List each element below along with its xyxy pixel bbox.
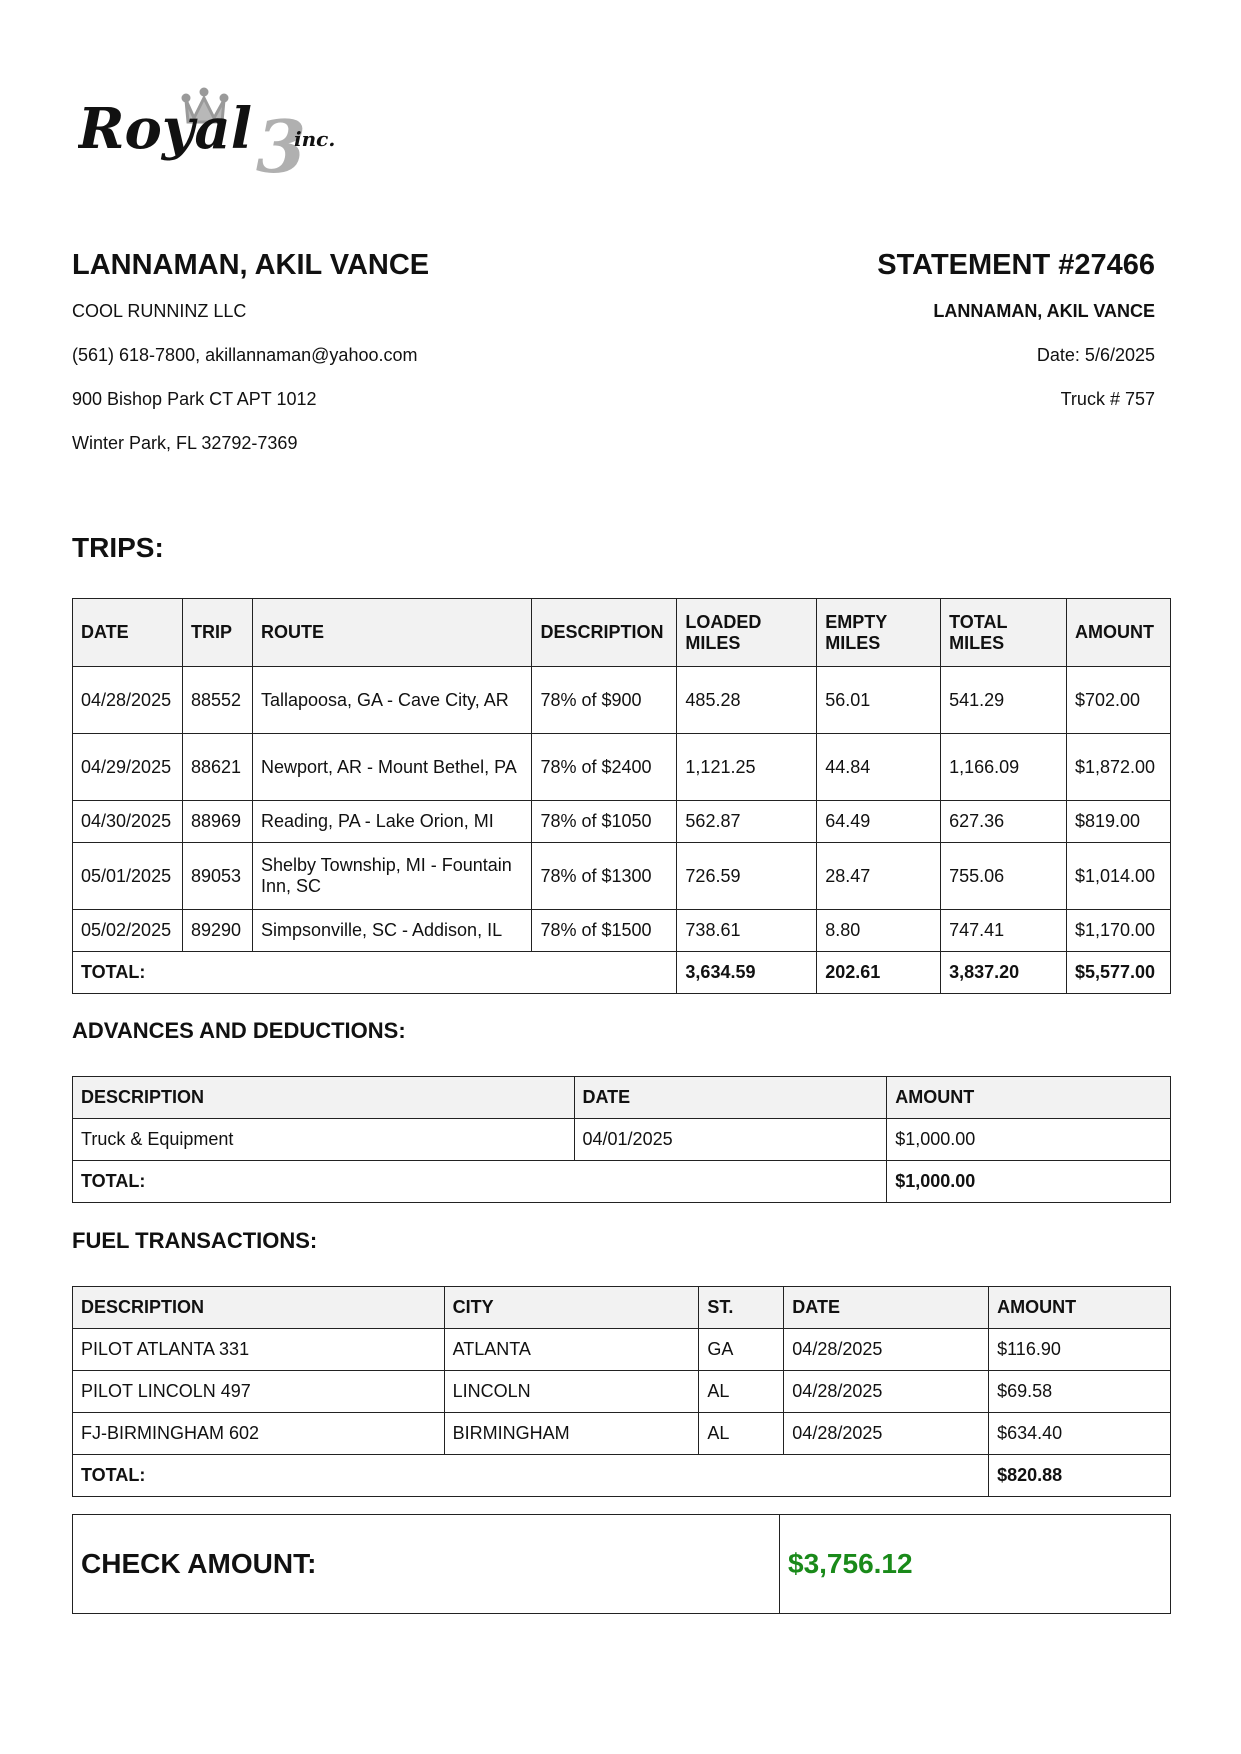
trip-number: 88621 (182, 734, 252, 801)
fuel-table (72, 1286, 1171, 1497)
logo-wordmark: Royal (78, 96, 252, 162)
trips-col-empty-miles: EMPTY MILES (817, 599, 941, 667)
trip-total-miles: 755.06 (941, 843, 1067, 910)
royal3-logo (78, 78, 388, 188)
table-row (73, 1371, 1171, 1413)
statement-truck: Truck # 757 (1060, 389, 1155, 409)
trip-description: 78% of $1300 (532, 843, 677, 910)
statement-date: Date: 5/6/2025 (1036, 345, 1155, 365)
fuel-city: BIRMINGHAM (444, 1413, 699, 1455)
trip-total-miles: 747.41 (941, 910, 1067, 952)
fuel-col-state: ST. (699, 1287, 784, 1329)
fuel-description: PILOT LINCOLN 497 (73, 1371, 445, 1413)
trip-number: 88969 (182, 801, 252, 843)
trip-date: 05/01/2025 (73, 843, 183, 910)
trip-amount: $819.00 (1066, 801, 1170, 843)
trip-number: 89053 (182, 843, 252, 910)
table-row (73, 843, 1171, 910)
fuel-total-amount: $820.88 (989, 1455, 1171, 1497)
trip-date: 04/28/2025 (73, 667, 183, 734)
logo-numeral: 3 (256, 104, 307, 188)
trip-loaded-miles: 485.28 (677, 667, 817, 734)
statement-info (595, 248, 1155, 432)
trips-total-row (73, 952, 1171, 994)
table-row (73, 910, 1171, 952)
driver-name: LANNAMAN, AKIL VANCE (72, 249, 430, 281)
advances-header-row (73, 1077, 1171, 1119)
check-amount-value: $3,756.12 (788, 1548, 913, 1579)
trip-total-miles: 1,166.09 (941, 734, 1067, 801)
driver-address-line2: Winter Park, FL 32792-7369 (72, 433, 298, 453)
trip-amount: $1,014.00 (1066, 843, 1170, 910)
trip-description: 78% of $2400 (532, 734, 677, 801)
fuel-state: GA (699, 1329, 784, 1371)
fuel-amount: $69.58 (989, 1371, 1171, 1413)
fuel-amount: $634.40 (989, 1413, 1171, 1455)
fuel-date: 04/28/2025 (784, 1329, 989, 1371)
check-amount-box (72, 1514, 1171, 1614)
driver-company: COOL RUNNINZ LLC (72, 301, 247, 321)
trips-col-trip: TRIP (182, 599, 252, 667)
trip-description: 78% of $900 (532, 667, 677, 734)
trips-col-description: DESCRIPTION (532, 599, 677, 667)
fuel-col-amount: AMOUNT (989, 1287, 1171, 1329)
trips-total-loaded: 3,634.59 (677, 952, 817, 994)
trip-amount: $1,170.00 (1066, 910, 1170, 952)
trips-col-route: ROUTE (252, 599, 531, 667)
table-row (73, 1119, 1171, 1161)
trips-col-total-miles: TOTAL MILES (941, 599, 1067, 667)
fuel-total-row (73, 1455, 1171, 1497)
trips-heading: TRIPS: (72, 532, 164, 563)
advances-total-label: TOTAL: (73, 1161, 887, 1203)
trips-total-empty: 202.61 (817, 952, 941, 994)
advances-total-row (73, 1161, 1171, 1203)
trips-header-row (73, 599, 1171, 667)
trip-loaded-miles: 1,121.25 (677, 734, 817, 801)
statement-title: STATEMENT #27466 (877, 249, 1155, 281)
trip-amount: $1,872.00 (1066, 734, 1170, 801)
fuel-heading: FUEL TRANSACTIONS: (72, 1228, 318, 1253)
trip-route: Reading, PA - Lake Orion, MI (252, 801, 531, 843)
fuel-description: FJ-BIRMINGHAM 602 (73, 1413, 445, 1455)
trip-number: 89290 (182, 910, 252, 952)
fuel-date: 04/28/2025 (784, 1371, 989, 1413)
fuel-col-date: DATE (784, 1287, 989, 1329)
table-row (73, 1413, 1171, 1455)
advances-total-amount: $1,000.00 (887, 1161, 1171, 1203)
fuel-total-label: TOTAL: (73, 1455, 989, 1497)
trips-col-amount: AMOUNT (1066, 599, 1170, 667)
driver-address-line1: 900 Bishop Park CT APT 1012 (72, 389, 317, 409)
trips-col-loaded-miles: LOADED MILES (677, 599, 817, 667)
advance-description: Truck & Equipment (73, 1119, 575, 1161)
trip-empty-miles: 56.01 (817, 667, 941, 734)
fuel-state: AL (699, 1371, 784, 1413)
trips-total-amount: $5,577.00 (1066, 952, 1170, 994)
trip-empty-miles: 44.84 (817, 734, 941, 801)
trip-empty-miles: 64.49 (817, 801, 941, 843)
trips-total-miles: 3,837.20 (941, 952, 1067, 994)
trip-loaded-miles: 738.61 (677, 910, 817, 952)
trip-route: Shelby Township, MI - Fountain Inn, SC (252, 843, 531, 910)
trips-total-label: TOTAL: (73, 952, 677, 994)
trip-route: Simpsonville, SC - Addison, IL (252, 910, 531, 952)
trips-col-date: DATE (73, 599, 183, 667)
trip-empty-miles: 28.47 (817, 843, 941, 910)
driver-contact: (561) 618-7800, akillannaman@yahoo.com (72, 345, 418, 365)
trip-route: Newport, AR - Mount Bethel, PA (252, 734, 531, 801)
trip-description: 78% of $1050 (532, 801, 677, 843)
trip-date: 05/02/2025 (73, 910, 183, 952)
trip-number: 88552 (182, 667, 252, 734)
fuel-date: 04/28/2025 (784, 1413, 989, 1455)
fuel-col-description: DESCRIPTION (73, 1287, 445, 1329)
trip-loaded-miles: 562.87 (677, 801, 817, 843)
trip-description: 78% of $1500 (532, 910, 677, 952)
fuel-city: ATLANTA (444, 1329, 699, 1371)
advance-amount: $1,000.00 (887, 1119, 1171, 1161)
logo-suffix: inc. (294, 127, 336, 151)
check-amount-label: CHECK AMOUNT: (73, 1515, 780, 1613)
table-row (73, 801, 1171, 843)
advance-date: 04/01/2025 (574, 1119, 887, 1161)
trip-date: 04/29/2025 (73, 734, 183, 801)
advances-heading: ADVANCES AND DEDUCTIONS: (72, 1018, 406, 1043)
advances-table (72, 1076, 1171, 1203)
fuel-state: AL (699, 1413, 784, 1455)
advances-col-amount: AMOUNT (887, 1077, 1171, 1119)
table-row (73, 1329, 1171, 1371)
royal3-logo-graphic (78, 78, 388, 188)
table-row (73, 734, 1171, 801)
advances-col-date: DATE (574, 1077, 887, 1119)
trip-total-miles: 541.29 (941, 667, 1067, 734)
trip-amount: $702.00 (1066, 667, 1170, 734)
table-row (73, 667, 1171, 734)
advances-col-description: DESCRIPTION (73, 1077, 575, 1119)
fuel-amount: $116.90 (989, 1329, 1171, 1371)
fuel-city: LINCOLN (444, 1371, 699, 1413)
trips-table (72, 598, 1171, 994)
fuel-header-row (73, 1287, 1171, 1329)
statement-driver-name: LANNAMAN, AKIL VANCE (933, 301, 1155, 321)
fuel-description: PILOT ATLANTA 331 (73, 1329, 445, 1371)
trip-loaded-miles: 726.59 (677, 843, 817, 910)
trip-total-miles: 627.36 (941, 801, 1067, 843)
driver-info (72, 248, 632, 476)
trip-empty-miles: 8.80 (817, 910, 941, 952)
fuel-col-city: CITY (444, 1287, 699, 1329)
trip-date: 04/30/2025 (73, 801, 183, 843)
trip-route: Tallapoosa, GA - Cave City, AR (252, 667, 531, 734)
